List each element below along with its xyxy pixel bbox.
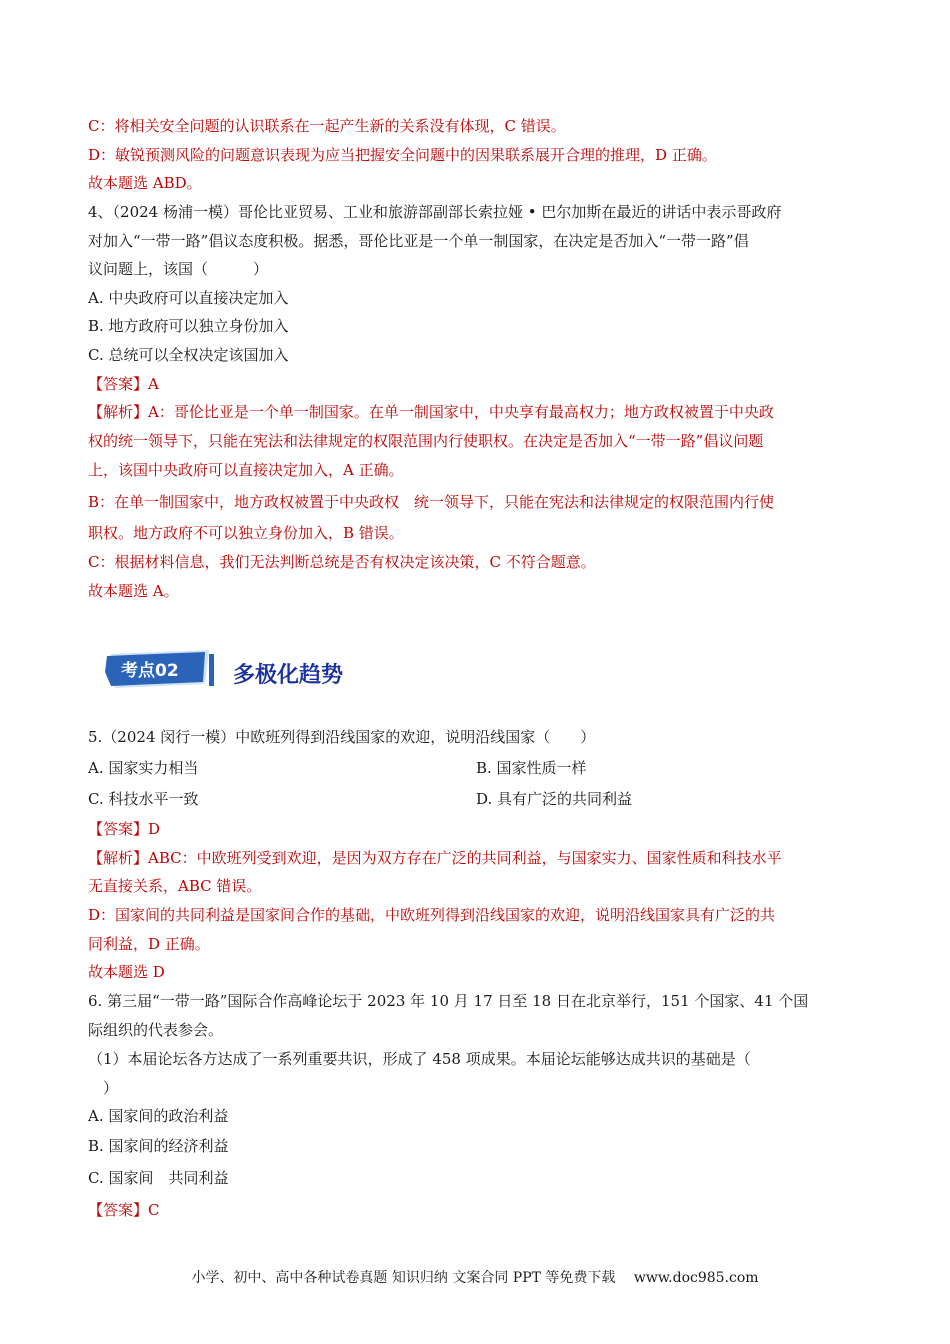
section-badge [105,650,217,690]
q4-option-b: B. 地方政府可以独立身份加入 [88,317,289,335]
q3-conclusion: 故本题选 ABD。 [88,174,202,192]
q6-option-a: A. 国家间的政治利益 [88,1107,229,1125]
section-badge-shape [105,650,217,690]
q4-stem-line1: 4、（2024 杨浦一模）哥伦比亚贸易、工业和旅游部副部长索拉娅 • 巴尔加斯在最近的讲话中表示哥政府 [88,203,782,221]
q4-stem-line2: 对加入“一带一路”倡议态度积极。据悉，哥伦比亚是一个单一制国家，在决定是否加入“一带一路”倡 [88,232,749,250]
q4-explanation-line5: 职权。地方政府不可以独立身份加入，B 错误。 [88,524,404,542]
q3-explanation-d: D：敏锐预测风险的问题意识表现为应当把握安全问题中的因果联系展开合理的推理，D 正确。 [88,146,717,164]
q5-explanation-line1: 【解析】ABC：中欧班列受到欢迎，是因为双方存在广泛的共同利益，与国家实力、国家性质和科技水平 [88,849,782,867]
q5-option-d: D. 具有广泛的共同利益 [476,790,633,808]
q6-option-b: B. 国家间的经济利益 [88,1137,229,1155]
q5-stem: 5.（2024 闵行一模）中欧班列得到沿线国家的欢迎，说明沿线国家（ ） [88,728,596,746]
q4-conclusion: 故本题选 A。 [88,582,179,600]
q4-explanation-line2: 权的统一领导下，只能在宪法和法律规定的权限范围内行使职权。在决定是否加入“一带一路”倡议问题 [88,432,764,450]
q5-explanation-line4: 同利益，D 正确。 [88,935,210,953]
q6-sub1-line1: （1）本届论坛各方达成了一系列重要共识，形成了 458 项成果。本届论坛能够达成共识的基础是（ [88,1050,751,1068]
section-title: 多极化趋势 [233,663,344,688]
q4-stem-line3: 议问题上，该国（ ） [88,260,269,278]
q3-explanation-c: C：将相关安全问题的认识联系在一起产生新的关系没有体现，C 错误。 [88,117,566,135]
q5-explanation-line3: D：国家间的共同利益是国家间合作的基础，中欧班列得到沿线国家的欢迎，说明沿线国家具有广泛的共 [88,906,776,924]
q4-explanation-line1: 【解析】A：哥伦比亚是一个单一制国家。在单一制国家中，中央享有最高权力；地方政权被置于中央政 [88,403,774,421]
q5-conclusion: 故本题选 D [88,963,165,981]
page-footer: 小学、初中、高中各种试卷真题 知识归纳 文案合同 PPT 等免费下载 www.doc985.com [191,1270,759,1286]
q6-option-c: C. 国家间 共同利益 [88,1169,229,1187]
q4-explanation-line4: B：在单一制国家中，地方政权被置于中央政权 统一领导下，只能在宪法和法律规定的权限范围内行使 [88,493,775,511]
q4-option-c: C. 总统可以全权决定该国加入 [88,346,289,364]
q4-option-a: A. 中央政府可以直接决定加入 [88,289,289,307]
q5-explanation-line2: 无直接关系，ABC 错误。 [88,877,262,895]
q5-option-c: C. 科技水平一致 [88,790,199,808]
q5-option-a: A. 国家实力相当 [88,759,199,777]
q5-answer: 【答案】D [88,820,161,838]
section-badge-label: 考点02 [121,661,179,681]
q6-answer: 【答案】C [88,1201,160,1219]
q4-explanation-line6: C：根据材料信息，我们无法判断总统是否有权决定该决策，C 不符合题意。 [88,553,596,571]
q4-answer: 【答案】A [88,375,159,393]
q5-option-b: B. 国家性质一样 [476,759,587,777]
q4-explanation-line3: 上，该国中央政府可以直接决定加入，A 正确。 [88,461,404,479]
q6-stem-line2: 际组织的代表参会。 [88,1021,224,1039]
q6-stem-line1: 6. 第三届“一带一路”国际合作高峰论坛于 2023 年 10 月 17 日至 18 日在北京举行，151 个国家、41 个国 [88,992,809,1010]
q6-sub1-line2: ） [88,1079,119,1097]
